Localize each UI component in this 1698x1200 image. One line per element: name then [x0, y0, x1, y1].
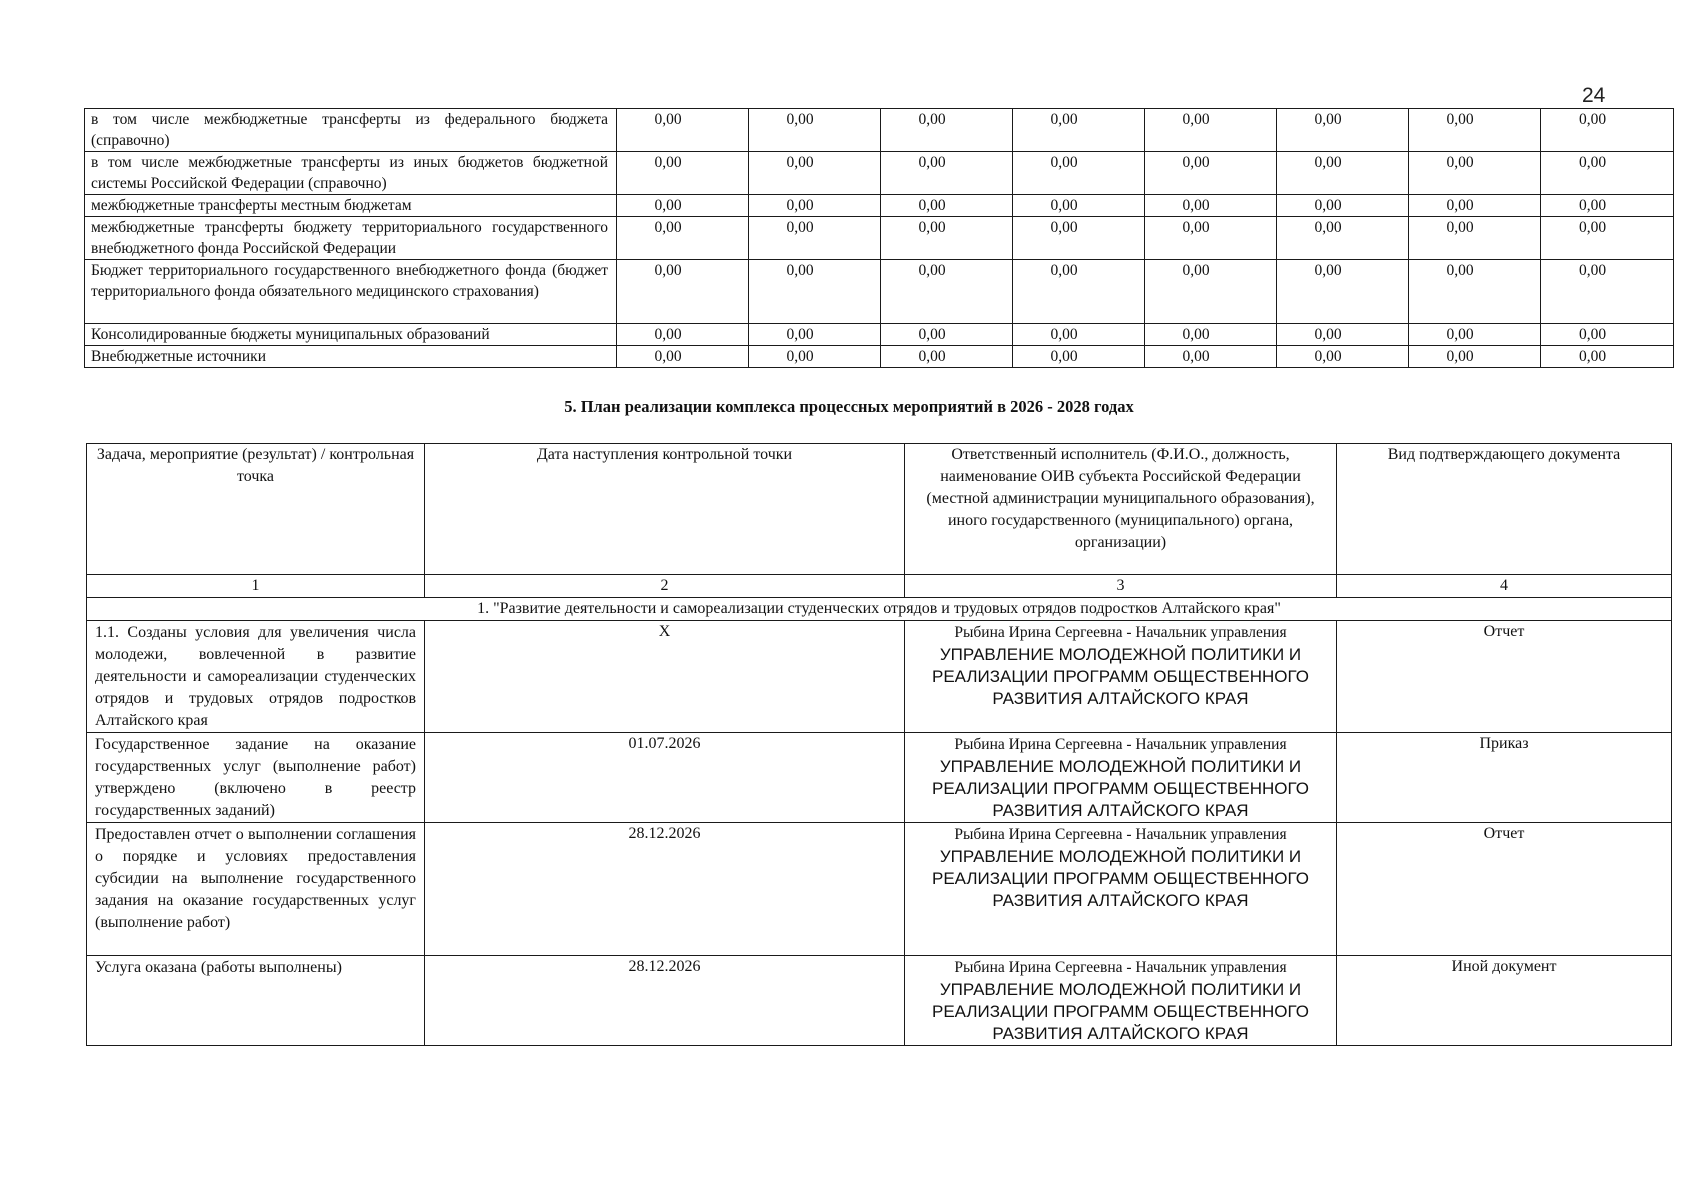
responsible-person: Рыбина Ирина Сергеевна - Начальник управления — [954, 959, 1287, 976]
plan-document: Отчет — [1337, 823, 1672, 956]
finance-value: 0,00 — [749, 260, 881, 324]
finance-value: 0,00 — [1277, 152, 1409, 195]
finance-value: 0,00 — [1145, 195, 1277, 217]
plan-section-label: 1. "Развитие деятельности и самореализации студенческих отрядов и трудовых отрядов подростков Алтайского края" — [87, 598, 1672, 621]
finance-value: 0,00 — [1145, 260, 1277, 324]
finance-value: 0,00 — [881, 260, 1013, 324]
plan-document: Иной документ — [1337, 956, 1672, 1046]
finance-row-label: в том числе межбюджетные трансферты из иных бюджетов бюджетной системы Российской Федерации (справочно) — [85, 152, 617, 195]
finance-row — [85, 324, 1674, 346]
finance-value: 0,00 — [749, 152, 881, 195]
finance-row — [85, 260, 1674, 324]
finance-value: 0,00 — [617, 217, 749, 260]
plan-responsible — [905, 956, 1337, 1046]
finance-value: 0,00 — [1277, 346, 1409, 368]
finance-value: 0,00 — [617, 195, 749, 217]
responsible-organization: УПРАВЛЕНИЕ МОЛОДЕЖНОЙ ПОЛИТИКИ И РЕАЛИЗАЦИИ ПРОГРАММ ОБЩЕСТВЕННОГО РАЗВИТИЯ АЛТАЙСКОГО КРАЯ — [932, 645, 1309, 708]
finance-value: 0,00 — [881, 109, 1013, 152]
plan-task: Государственное задание на оказание государственных услуг (выполнение работ) утверждено (включено в реестр государственных заданий) — [87, 733, 425, 823]
finance-row-label: Консолидированные бюджеты муниципальных образований — [85, 324, 617, 346]
header-task: Задача, мероприятие (результат) / контрольная точка — [87, 444, 425, 575]
plan-responsible — [905, 621, 1337, 733]
finance-row-label: Бюджет территориального государственного внебюджетного фонда (бюджет территориального фонда обязательного медицинского страхования) — [85, 260, 617, 324]
finance-value: 0,00 — [1541, 217, 1674, 260]
plan-row — [87, 733, 1672, 823]
finance-value: 0,00 — [1145, 109, 1277, 152]
responsible-person: Рыбина Ирина Сергеевна - Начальник управления — [954, 736, 1287, 753]
finance-value: 0,00 — [1013, 324, 1145, 346]
finance-value: 0,00 — [881, 346, 1013, 368]
finance-value: 0,00 — [1277, 109, 1409, 152]
finance-value: 0,00 — [617, 260, 749, 324]
finance-value: 0,00 — [1013, 109, 1145, 152]
plan-date: 28.12.2026 — [425, 956, 905, 1046]
finance-value: 0,00 — [617, 109, 749, 152]
finance-value: 0,00 — [881, 324, 1013, 346]
column-number: 3 — [905, 575, 1337, 598]
plan-date: 01.07.2026 — [425, 733, 905, 823]
plan-responsible — [905, 733, 1337, 823]
finance-value: 0,00 — [1013, 346, 1145, 368]
finance-value: 0,00 — [881, 152, 1013, 195]
finance-value: 0,00 — [1277, 217, 1409, 260]
column-number-row — [87, 575, 1672, 598]
finance-value: 0,00 — [1409, 152, 1541, 195]
finance-value: 0,00 — [881, 195, 1013, 217]
finance-value: 0,00 — [1409, 346, 1541, 368]
finance-value: 0,00 — [881, 217, 1013, 260]
finance-value: 0,00 — [1409, 260, 1541, 324]
finance-value: 0,00 — [749, 217, 881, 260]
responsible-organization: УПРАВЛЕНИЕ МОЛОДЕЖНОЙ ПОЛИТИКИ И РЕАЛИЗАЦИИ ПРОГРАММ ОБЩЕСТВЕННОГО РАЗВИТИЯ АЛТАЙСКОГО КРАЯ — [932, 847, 1309, 910]
plan-table — [86, 443, 1672, 1046]
finance-value: 0,00 — [1541, 152, 1674, 195]
header-responsible: Ответственный исполнитель (Ф.И.О., должность, наименование ОИВ субъекта Российской Федерации (местной администрации муниципального образования), иного государственного (муниципального) органа, организации) — [905, 444, 1337, 575]
plan-document: Отчет — [1337, 621, 1672, 733]
finance-value: 0,00 — [1013, 260, 1145, 324]
finance-value: 0,00 — [1145, 346, 1277, 368]
finance-value: 0,00 — [1541, 260, 1674, 324]
plan-task: 1.1. Созданы условия для увеличения числа молодежи, вовлеченной в развитие деятельности и самореализации студенческих отрядов и трудовых отрядов подростков Алтайского края — [87, 621, 425, 733]
responsible-organization: УПРАВЛЕНИЕ МОЛОДЕЖНОЙ ПОЛИТИКИ И РЕАЛИЗАЦИИ ПРОГРАММ ОБЩЕСТВЕННОГО РАЗВИТИЯ АЛТАЙСКОГО КРАЯ — [932, 980, 1309, 1043]
finance-value: 0,00 — [1145, 152, 1277, 195]
plan-task: Услуга оказана (работы выполнены) — [87, 956, 425, 1046]
column-number: 1 — [87, 575, 425, 598]
header-date: Дата наступления контрольной точки — [425, 444, 905, 575]
finance-row — [85, 346, 1674, 368]
finance-value: 0,00 — [1409, 217, 1541, 260]
finance-value: 0,00 — [749, 109, 881, 152]
responsible-organization: УПРАВЛЕНИЕ МОЛОДЕЖНОЙ ПОЛИТИКИ И РЕАЛИЗАЦИИ ПРОГРАММ ОБЩЕСТВЕННОГО РАЗВИТИЯ АЛТАЙСКОГО КРАЯ — [932, 757, 1309, 820]
responsible-person: Рыбина Ирина Сергеевна - Начальник управления — [954, 826, 1287, 843]
finance-value: 0,00 — [1541, 346, 1674, 368]
finance-value: 0,00 — [1145, 324, 1277, 346]
finance-value: 0,00 — [1013, 195, 1145, 217]
financing-table — [84, 108, 1674, 368]
finance-value: 0,00 — [1541, 195, 1674, 217]
plan-row — [87, 823, 1672, 956]
plan-date: X — [425, 621, 905, 733]
finance-value: 0,00 — [1409, 195, 1541, 217]
finance-value: 0,00 — [617, 346, 749, 368]
finance-value: 0,00 — [617, 324, 749, 346]
header-document: Вид подтверждающего документа — [1337, 444, 1672, 575]
plan-document: Приказ — [1337, 733, 1672, 823]
plan-header-row — [87, 444, 1672, 575]
finance-row — [85, 109, 1674, 152]
finance-value: 0,00 — [1541, 324, 1674, 346]
finance-row — [85, 152, 1674, 195]
plan-responsible — [905, 823, 1337, 956]
finance-value: 0,00 — [749, 324, 881, 346]
finance-value: 0,00 — [617, 152, 749, 195]
finance-row — [85, 195, 1674, 217]
finance-row-label: в том числе межбюджетные трансферты из федерального бюджета (справочно) — [85, 109, 617, 152]
column-number: 4 — [1337, 575, 1672, 598]
finance-value: 0,00 — [1013, 152, 1145, 195]
finance-row-label: межбюджетные трансферты бюджету территориального государственного внебюджетного фонда Российской Федерации — [85, 217, 617, 260]
finance-row-label: Внебюджетные источники — [85, 346, 617, 368]
finance-value: 0,00 — [1145, 217, 1277, 260]
finance-value: 0,00 — [1541, 109, 1674, 152]
finance-value: 0,00 — [1013, 217, 1145, 260]
plan-row — [87, 956, 1672, 1046]
finance-value: 0,00 — [1277, 324, 1409, 346]
plan-section-row — [87, 598, 1672, 621]
responsible-person: Рыбина Ирина Сергеевна - Начальник управления — [954, 624, 1287, 641]
finance-row-label: межбюджетные трансферты местным бюджетам — [85, 195, 617, 217]
finance-value: 0,00 — [749, 195, 881, 217]
column-number: 2 — [425, 575, 905, 598]
plan-section-title: 5. План реализации комплекса процессных мероприятий в 2026 - 2028 годах — [564, 397, 1134, 416]
finance-value: 0,00 — [1277, 260, 1409, 324]
finance-row — [85, 217, 1674, 260]
page-number: 24 — [1582, 84, 1606, 107]
finance-value: 0,00 — [1409, 109, 1541, 152]
plan-date: 28.12.2026 — [425, 823, 905, 956]
finance-value: 0,00 — [749, 346, 881, 368]
plan-row — [87, 621, 1672, 733]
plan-task: Предоставлен отчет о выполнении соглашения о порядке и условиях предоставления субсидии на выполнение государственного задания на оказание государственных услуг (выполнение работ) — [87, 823, 425, 956]
finance-value: 0,00 — [1409, 324, 1541, 346]
finance-value: 0,00 — [1277, 195, 1409, 217]
